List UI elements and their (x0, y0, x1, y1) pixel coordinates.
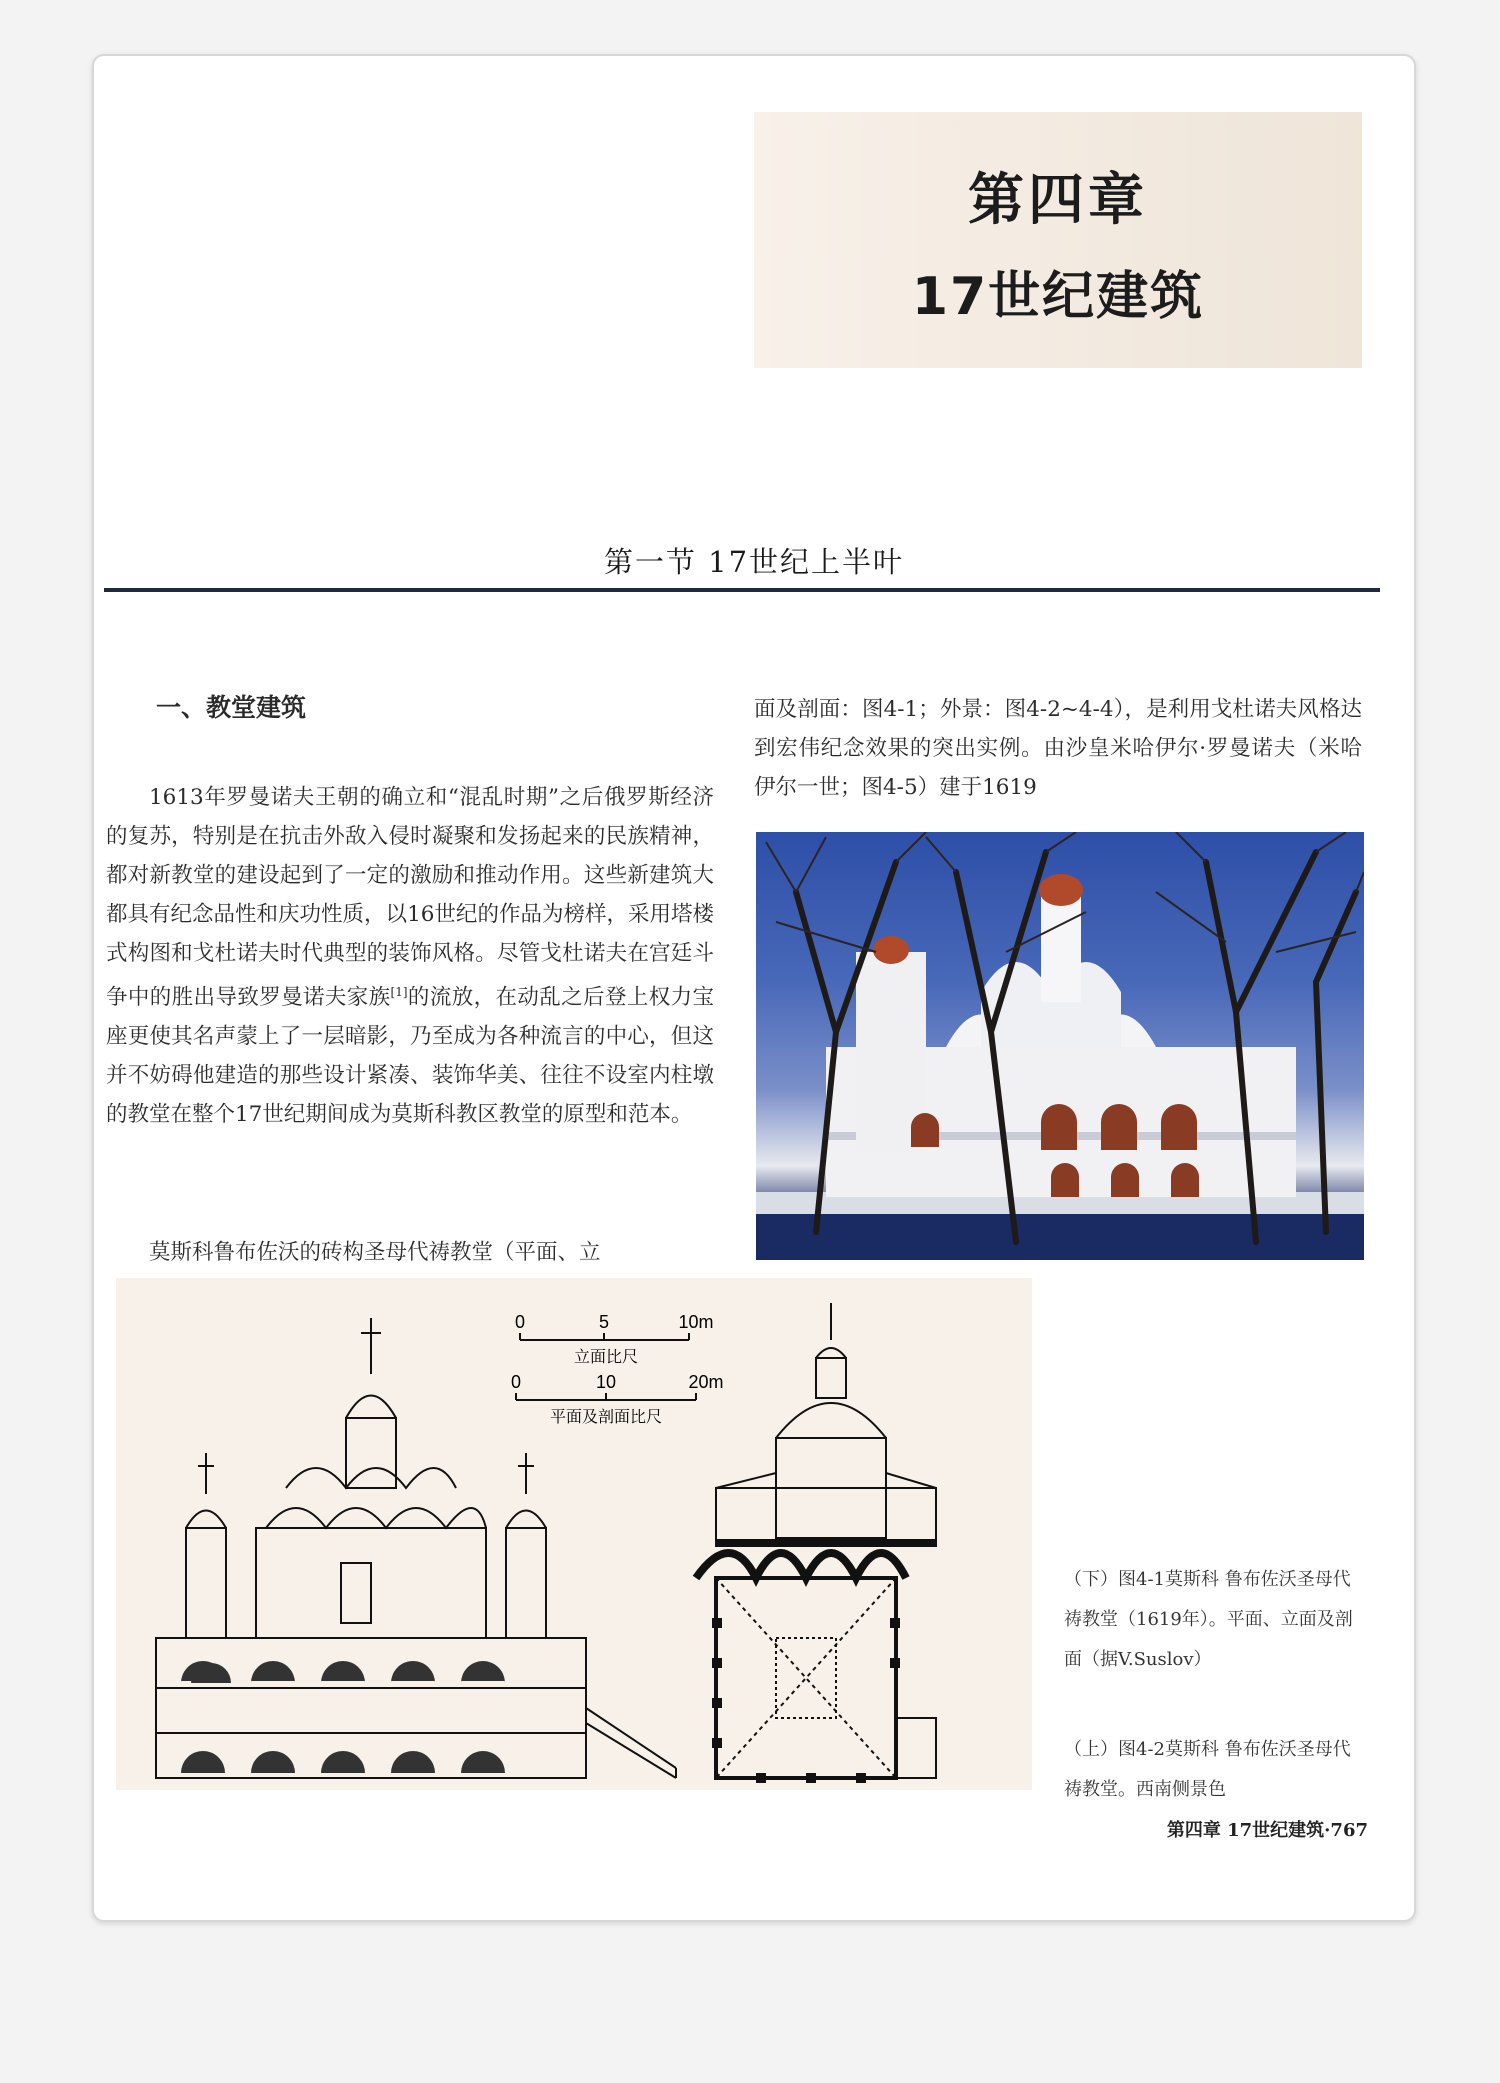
chapter-title: 17世纪建筑 (911, 267, 1205, 327)
church-photo (756, 832, 1364, 1260)
running-footer: 第四章 17世纪建筑·767 (1166, 1820, 1368, 1841)
architectural-drawing (116, 1278, 1032, 1790)
footnote-ref[interactable]: [1] (390, 985, 408, 999)
scale-plan-tick-0: 0 (510, 1372, 522, 1392)
section-heading: 第一节 17世纪上半叶 (603, 545, 905, 579)
body-paragraph-1 (106, 778, 714, 1134)
figure-caption-4-2: （上）图4-2莫斯科 鲁布佐沃圣母代祷教堂。西南侧景色 (1064, 1739, 1351, 1800)
book-page (92, 54, 1416, 1922)
figure-caption-4-1: （下）图4-1莫斯科 鲁布佐沃圣母代祷教堂（1619年）。平面、立面及剖面（据V.Suslov） (1064, 1569, 1353, 1670)
scale-plan-tick-2: 20m (688, 1372, 724, 1392)
chapter-title-block (754, 112, 1362, 368)
chapter-number: 第四章 (968, 168, 1148, 233)
body-paragraph-2: 莫斯科鲁布佐沃的砖构圣母代祷教堂（平面、立 (149, 1240, 601, 1265)
section-divider (104, 588, 1380, 592)
scale-plan-label: 平面及剖面比尺 (549, 1407, 663, 1426)
plan-view (696, 1553, 936, 1783)
body-paragraph-2-continued: 面及剖面：图4-1；外景：图4-2~4-4），是利用戈杜诺夫风格达到宏伟纪念效果的突出实例。由沙皇米哈伊尔·罗曼诺夫（米哈伊尔一世；图4-5）建于1619 (754, 697, 1362, 800)
section-view (716, 1303, 936, 1546)
scale-elev-tick-0: 0 (514, 1312, 526, 1332)
scale-elev-tick-2: 10m (678, 1312, 714, 1332)
paragraph-1a: 1613年罗曼诺夫王朝的确立和“混乱时期”之后俄罗斯经济的复苏，特别是在抗击外敌入侵时凝聚和发扬起来的民族精神，都对新教堂的建设起到了一定的激励和推动作用。这些新建筑大都具有纪念品性和庆功性质，以16世纪的作品为榜样，采用塔楼式构图和戈杜诺夫时代典型的装饰风格。尽管戈杜诺夫在宫廷斗争中的胜出导致罗曼诺夫家族 (106, 785, 714, 1011)
paragraph-1b: 的流放，在动乱之后登上权力宝座更使其名声蒙上了一层暗影，乃至成为各种流言的中心，但这并不妨碍他建造的那些设计紧凑、装饰华美、往往不设室内柱墩的教堂在整个17世纪期间成为莫斯科教区教堂的原型和范本。 (106, 985, 714, 1128)
subsection-heading: 一、教堂建筑 (156, 693, 307, 722)
church-photo-graphic (756, 832, 1364, 1260)
scale-elev-label: 立面比尺 (573, 1347, 639, 1366)
elevation-plan-section-drawing (116, 1278, 1032, 1790)
scale-plan-tick-1: 10 (595, 1372, 617, 1392)
scale-elev-tick-1: 5 (598, 1312, 610, 1332)
